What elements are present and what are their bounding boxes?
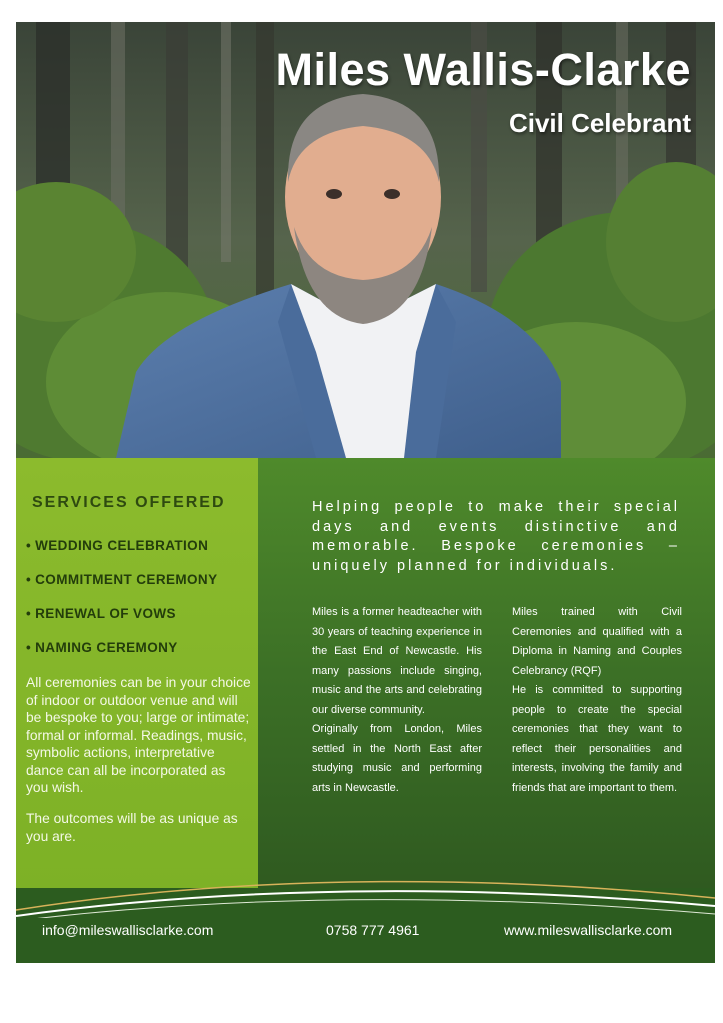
bio-paragraph: Miles is a former headteacher with 30 years of teaching experience in the East End of Newcastle. His many passions include singing, music and the arts and celebrating our diverse community. — [312, 606, 482, 716]
bullet-icon: • — [26, 538, 32, 553]
website-link[interactable]: www.mileswallisclarke.com — [504, 922, 673, 938]
email-link[interactable]: info@mileswallisclarke.com — [42, 922, 214, 938]
service-item-wedding: • WEDDING CELEBRATION — [26, 538, 209, 553]
service-item-naming: • NAMING CEREMONY — [26, 640, 178, 655]
flyer — [16, 22, 715, 963]
services-closing: The outcomes will be as unique as you are. — [26, 811, 238, 844]
decorative-swoosh — [16, 858, 715, 918]
services-description: All ceremonies can be in your choice of indoor or outdoor venue and will be bespoke to you; large or intimate; formal or informal. Readings, music, symbolic actions, interpretative dance can all be incorporated as you wish. — [26, 675, 251, 795]
phone-number[interactable]: 0758 777 4961 — [326, 922, 420, 938]
services-title: SERVICES OFFERED — [32, 494, 226, 511]
celebrant-role: Civil Celebrant — [508, 108, 691, 138]
service-item-renewal: • RENEWAL OF VOWS — [26, 606, 176, 621]
celebrant-name: Miles Wallis-Clarke — [275, 44, 691, 95]
bullet-icon: • — [26, 640, 32, 655]
bio-paragraph: He is committed to supporting people to create the special ceremonies that they want to reflect their personalities and interests, involving the family and friends that are important to them. — [512, 684, 682, 794]
about-panel — [258, 458, 715, 888]
services-list — [26, 538, 217, 674]
bio-left-column — [312, 603, 482, 798]
bullet-icon: • — [26, 572, 32, 587]
tagline: Helping people to make their special days and events distinctive and memorable. Bespoke ceremonies – uniquely planned for individuals. — [312, 499, 680, 574]
bio-paragraph: Miles trained with Civil Ceremonies and qualified with a Diploma in Naming and Couples Celebrancy (RQF) — [512, 606, 682, 677]
bio-paragraph: Originally from London, Miles settled in the North East after studying music and performing arts in Newcastle. — [312, 723, 482, 794]
portrait-photo — [16, 22, 715, 458]
bullet-icon: • — [26, 606, 32, 621]
service-item-commitment: • COMMITMENT CEREMONY — [26, 572, 218, 587]
services-panel — [16, 458, 258, 888]
bio-right-column — [512, 603, 682, 798]
